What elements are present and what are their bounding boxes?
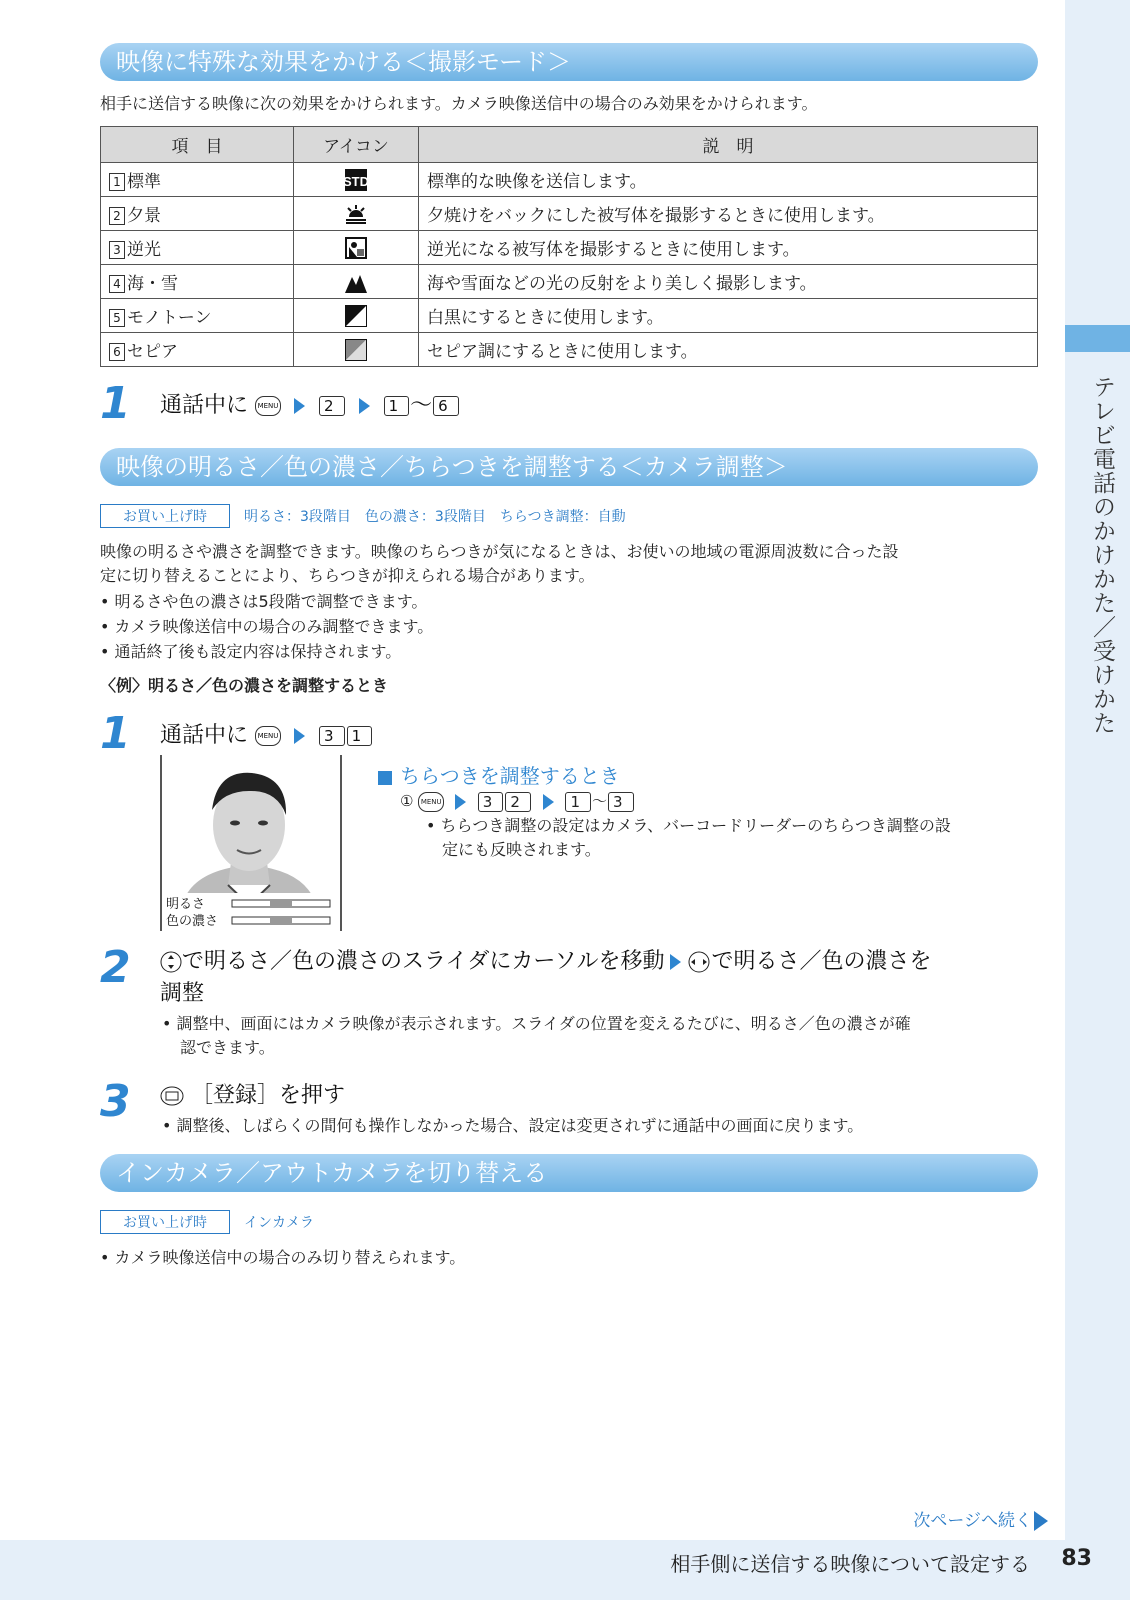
item-name: セピア — [127, 342, 178, 362]
col-header-desc: 説 明 — [419, 127, 1038, 163]
item-number: 1 — [109, 173, 125, 191]
item-number: 5 — [109, 309, 125, 327]
step-text: 通話中に — [160, 723, 249, 748]
item-description: セピア調にするときに使用します。 — [419, 333, 1038, 367]
menu-key-icon: MENU — [255, 396, 281, 416]
default-tag: お買い上げ時 — [100, 1210, 230, 1234]
svg-text:STD: STD — [343, 173, 369, 189]
paragraph-line: 映像の明るさや濃さを調整できます。映像のちらつきが気になるときは、お使いの地域の電源周波数に合った設 — [100, 542, 899, 561]
bullet-item: • カメラ映像送信中の場合のみ切り替えられます。 — [100, 1246, 465, 1270]
std-icon — [345, 169, 367, 191]
step-number: 3 — [100, 1076, 131, 1127]
mail-key-icon — [160, 1086, 184, 1106]
key-1: 1 — [565, 792, 591, 812]
table-row — [101, 299, 1038, 333]
default-value: 明るさ：3段階目 色の濃さ：3段階目 ちらつき調整：自動 — [244, 509, 626, 525]
continue-next-page — [913, 1506, 1048, 1531]
step-instruction — [160, 718, 373, 749]
backlight-icon — [345, 237, 367, 259]
bullet-item: • 明るさや色の濃さは5段階で調整できます。 — [100, 590, 427, 614]
key-2: 2 — [319, 396, 345, 416]
sepia-icon — [345, 339, 367, 361]
item-description: 白黒にするときに使用します。 — [419, 299, 1038, 333]
key-1: 1 — [347, 726, 373, 746]
bullet-item-cont: 認できます。 — [180, 1038, 275, 1057]
bullet-item: • カメラ映像送信中の場合のみ調整できます。 — [100, 615, 433, 639]
arrow-icon — [543, 794, 554, 810]
sunset-icon — [345, 203, 367, 225]
step-text: 通話中に — [160, 393, 249, 418]
default-value: インカメラ — [244, 1215, 314, 1231]
square-bullet-icon — [378, 771, 392, 785]
table-row — [101, 163, 1038, 197]
table-row — [101, 265, 1038, 299]
sea-snow-icon — [345, 271, 367, 293]
step-instruction — [160, 1078, 345, 1109]
item-description: 標準的な映像を送信します。 — [419, 163, 1038, 197]
color-depth-label: 色の濃さ — [166, 914, 219, 929]
key-6: 6 — [433, 396, 459, 416]
footer-title: 相手側に送信する映像について設定する — [670, 1552, 1030, 1576]
section-intro: 相手に送信する映像に次の効果をかけられます。カメラ映像送信中の場合のみ効果をかけられます。 — [100, 94, 818, 113]
key-3: 3 — [608, 792, 634, 812]
bullet-item: • 調整中、画面にはカメラ映像が表示されます。スライダの位置を変えるたびに、明るさ／色の濃さが確 — [162, 1012, 911, 1036]
item-name: 標準 — [127, 172, 161, 192]
key-2: 2 — [505, 792, 531, 812]
range-tilde: ～ — [410, 393, 433, 418]
side-tab-marker — [1065, 325, 1130, 352]
col-header-icon: アイコン — [294, 127, 419, 163]
key-3: 3 — [478, 792, 504, 812]
circled-number: ① — [400, 792, 414, 810]
section-title: インカメラ／アウトカメラを切り替える — [116, 1159, 548, 1187]
chapter-label: テレビ電話のかけかた／受けかた — [1089, 375, 1115, 735]
sub-heading — [378, 760, 620, 789]
step-text-cont: 調整 — [160, 981, 205, 1006]
effects-table — [100, 126, 1038, 367]
key-3: 3 — [319, 726, 345, 746]
bullet-item: • 通話終了後も設定内容は保持されます。 — [100, 640, 401, 664]
next-arrow-icon — [1034, 1511, 1048, 1531]
arrow-icon — [294, 398, 305, 414]
sub-note: • ちらつき調整の設定はカメラ、バーコードリーダーのちらつき調整の設 — [426, 814, 951, 838]
sub-heading-text: ちらつきを調整するとき — [400, 764, 620, 788]
step-number: 2 — [100, 942, 131, 993]
section-header-camera-switch — [100, 1154, 1038, 1192]
item-description: 逆光になる被写体を撮影するときに使用します。 — [419, 231, 1038, 265]
step-text: で明るさ／色の濃さを — [711, 949, 932, 974]
item-name: 海・雪 — [127, 274, 178, 294]
table-row — [101, 231, 1038, 265]
menu-key-icon: MENU — [255, 726, 281, 746]
sub-step — [400, 790, 635, 812]
item-number: 3 — [109, 241, 125, 259]
col-header-item: 項 目 — [101, 127, 294, 163]
section-title: 映像に特殊な効果をかける＜撮影モード＞ — [116, 48, 572, 76]
step-number: 1 — [100, 378, 131, 429]
step-text: ［登録］を押す — [191, 1083, 346, 1108]
step-number: 1 — [100, 708, 131, 759]
side-band — [1065, 0, 1130, 1540]
item-description: 夕焼けをバックにした被写体を撮影するときに使用します。 — [419, 197, 1038, 231]
paragraph-line: 定に切り替えることにより、ちらつきが抑えられる場合があります。 — [100, 566, 595, 585]
page-number: 83 — [1061, 1546, 1092, 1571]
sub-note-cont: 定にも反映されます。 — [442, 840, 601, 859]
step-instruction — [160, 944, 931, 975]
section-title: 映像の明るさ／色の濃さ／ちらつきを調整する＜カメラ調整＞ — [116, 453, 788, 481]
key-1: 1 — [384, 396, 410, 416]
item-name: モノトーン — [127, 308, 212, 328]
up-down-key-icon — [160, 951, 182, 973]
arrow-icon — [455, 794, 466, 810]
item-number: 4 — [109, 275, 125, 293]
table-row — [101, 333, 1038, 367]
step-text: で明るさ／色の濃さのスライダにカーソルを移動 — [182, 949, 665, 974]
section-header-camera-adjust — [100, 448, 1038, 486]
item-number: 6 — [109, 343, 125, 361]
bullet-item: • 調整後、しばらくの間何も操作しなかった場合、設定は変更されずに通話中の画面に戻ります。 — [162, 1114, 863, 1138]
continue-text: 次ページへ続く — [913, 1511, 1032, 1531]
range-tilde: ～ — [592, 792, 608, 810]
table-row — [101, 197, 1038, 231]
item-description: 海や雪面などの光の反射をより美しく撮影します。 — [419, 265, 1038, 299]
monotone-icon — [345, 305, 367, 327]
camera-preview-screen — [160, 755, 342, 931]
left-right-key-icon — [687, 951, 711, 973]
item-name: 夕景 — [127, 206, 161, 226]
arrow-icon — [294, 728, 305, 744]
brightness-label: 明るさ — [166, 897, 206, 912]
step-instruction — [160, 388, 460, 419]
arrow-icon — [670, 954, 681, 970]
example-heading: 〈例〉明るさ／色の濃さを調整するとき — [100, 676, 389, 695]
default-tag: お買い上げ時 — [100, 504, 230, 528]
menu-key-icon: MENU — [418, 792, 444, 812]
section-header-shooting-mode — [100, 43, 1038, 81]
item-number: 2 — [109, 207, 125, 225]
item-name: 逆光 — [127, 240, 161, 260]
portrait-photo — [162, 755, 336, 931]
arrow-icon — [359, 398, 370, 414]
